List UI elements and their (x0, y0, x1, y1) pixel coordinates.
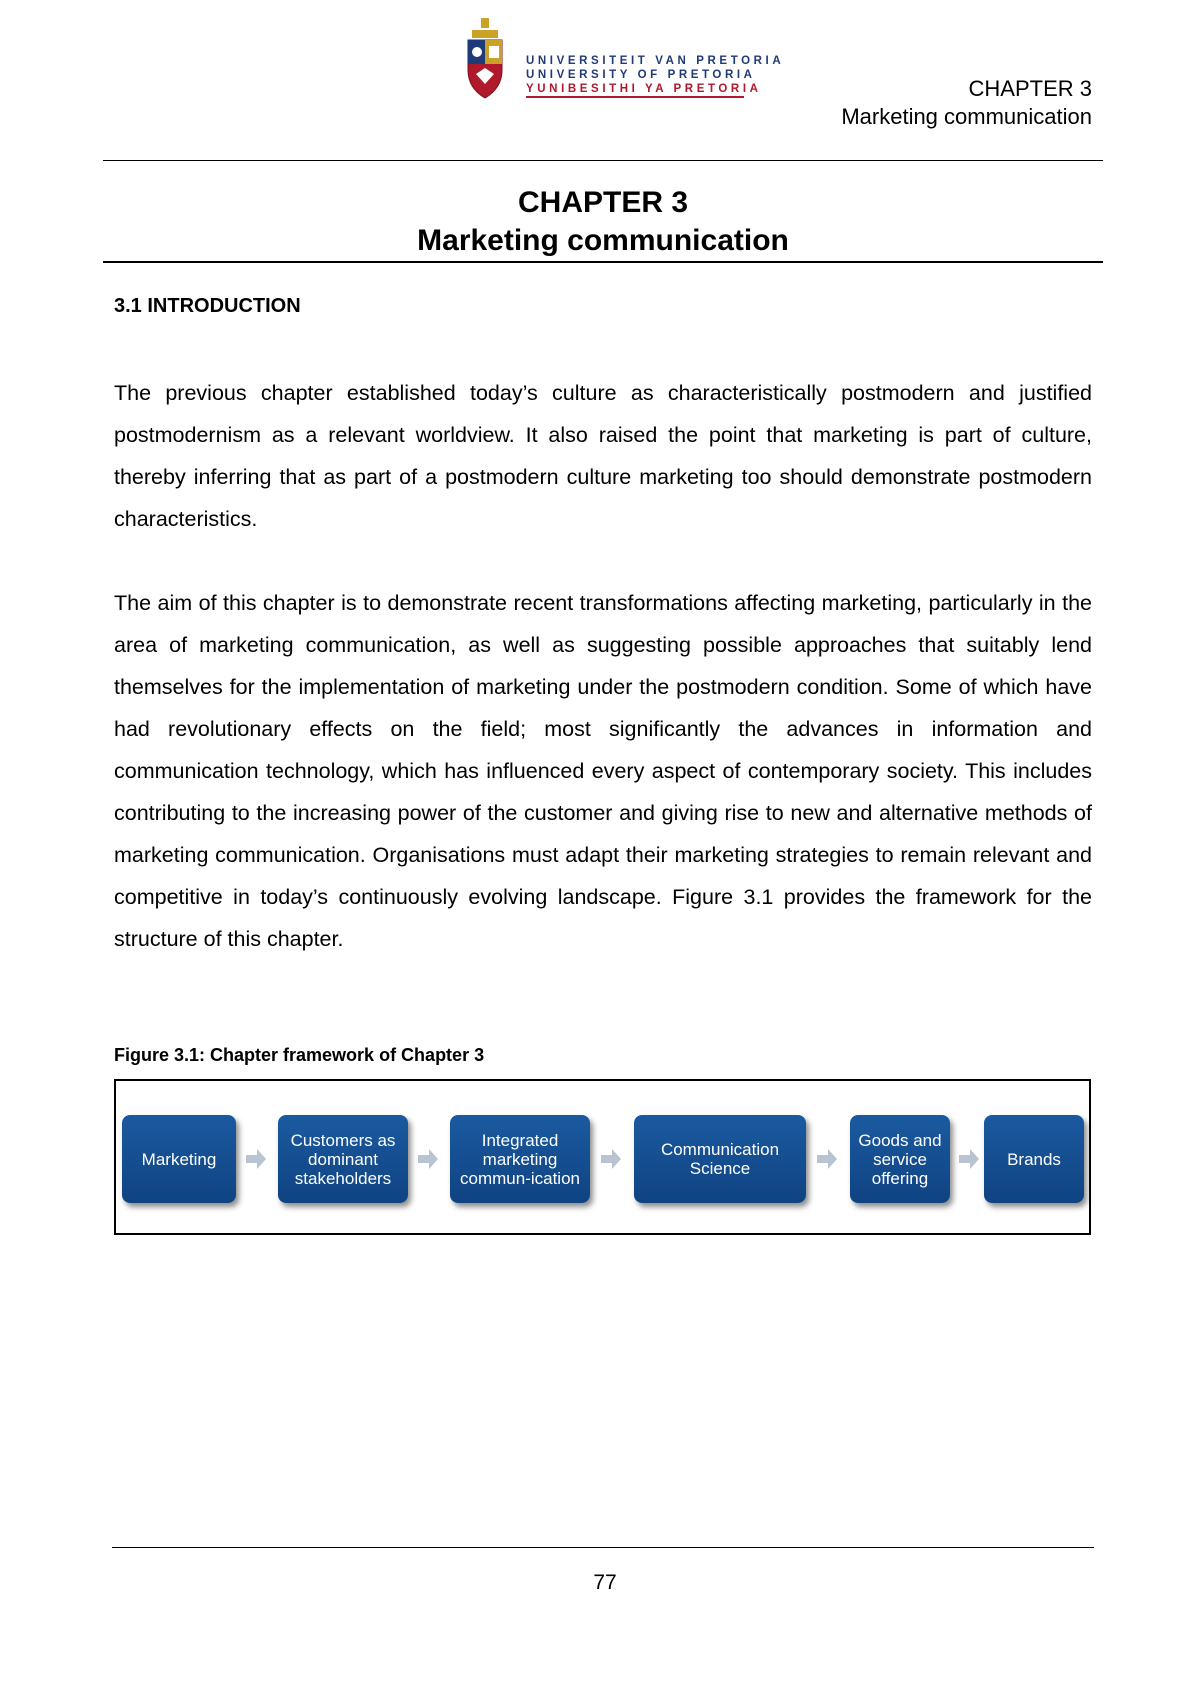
university-name-line: UNIVERSITY OF PRETORIA (526, 69, 756, 81)
university-name-line: UNIVERSITEIT VAN PRETORIA (526, 55, 785, 67)
chapter-title (103, 184, 1103, 260)
diagram-node: Goods and service offering (850, 1115, 950, 1203)
arrow-right-icon (417, 1148, 439, 1170)
university-name (526, 54, 784, 96)
arrow-right-icon (245, 1148, 267, 1170)
framework-diagram (114, 1079, 1091, 1235)
running-header (841, 75, 1092, 131)
university-crest-logo (462, 18, 508, 102)
arrow-right-icon (600, 1148, 622, 1170)
diagram-node: Communication Science (634, 1115, 806, 1203)
diagram-node: Integrated marketing commun-ication (450, 1115, 590, 1203)
arrow-right-icon (958, 1148, 980, 1170)
body-paragraph: The aim of this chapter is to demonstrate recent transformations affecting marketing, particularly in the area of marketing communication, as well as suggesting possible approaches that suitably lend themselves for the implementation of marketing under the postmodern condition. Some of which have had revolutionary effects on the field; most significantly the advances in information and communication technology, which has influenced every aspect of contemporary society. This includes contributing to the increasing power of the customer and giving rise to new and alternative methods of marketing communication. Organisations must adapt their marketing strategies to remain relevant and competitive in today’s continuously evolving landscape. Figure 3.1 provides the framework for the structure of this chapter. (114, 591, 1092, 951)
arrow-right-icon (816, 1148, 838, 1170)
diagram-node: Customers as dominant stakeholders (278, 1115, 408, 1203)
running-header-subtitle: Marketing communication (841, 104, 1092, 129)
page-number: 77 (593, 1571, 617, 1594)
chapter-title-line: CHAPTER 3 (517, 186, 689, 219)
university-name-line: YUNIBESITHI YA PRETORIA (526, 83, 762, 95)
logo-underline (526, 96, 744, 98)
title-divider (103, 261, 1103, 263)
chapter-title-subtitle: Marketing communication (417, 224, 789, 257)
section-heading: 3.1 INTRODUCTION (114, 295, 301, 317)
header-divider (103, 160, 1103, 161)
diagram-node: Brands (984, 1115, 1084, 1203)
body-paragraph: The previous chapter established today’s culture as characteristically postmodern and justified postmodernism as a relevant worldview. It also raised the point that marketing is part of culture, thereby inferring that as part of a postmodern culture marketing too should demonstrate postmodern characteristics. (114, 381, 1092, 531)
running-header-chapter: CHAPTER 3 (968, 76, 1092, 101)
diagram-node: Marketing (122, 1115, 236, 1203)
figure-caption: Figure 3.1: Chapter framework of Chapter 3 (114, 1045, 485, 1065)
footer-divider (112, 1547, 1094, 1548)
